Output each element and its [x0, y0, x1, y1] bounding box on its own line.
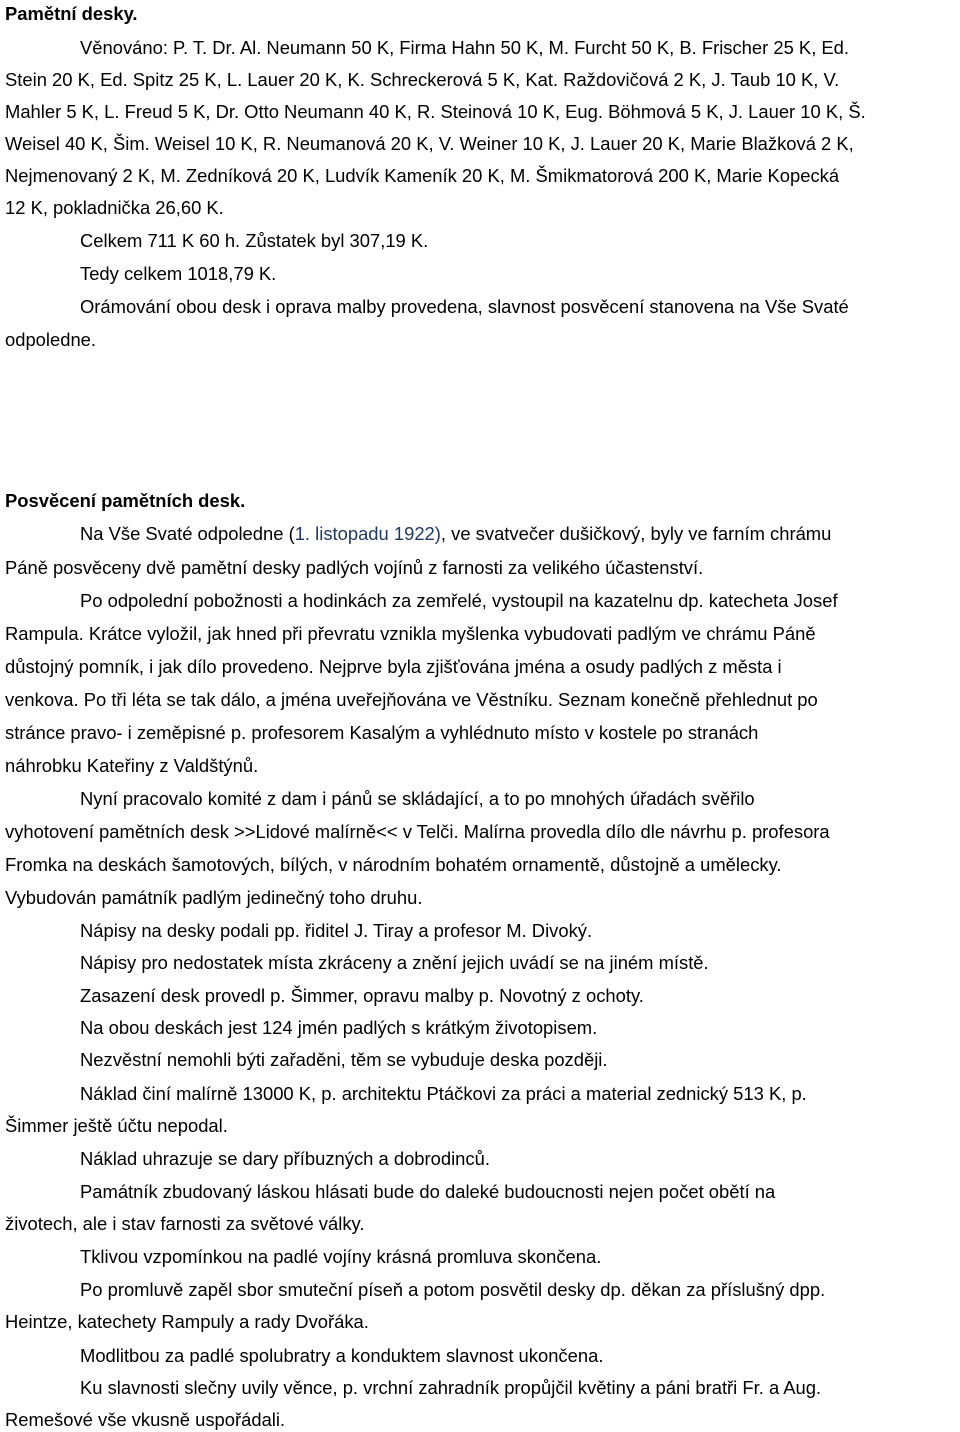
paragraph-line: Nezvěstní nemohli býti zařaděni, těm se vybuduje deska později. — [80, 1049, 608, 1070]
line-text: , ve svatvečer dušičkový, byly ve farním chrámu — [440, 523, 832, 544]
paragraph-line: vyhotovení pamětních desk >>Lidové malírně<< v Telči. Malírna provedla dílo dle návrhu p. profesora — [5, 821, 830, 842]
paragraph-line — [80, 522, 831, 546]
paragraph-line: Nápisy na desky podali pp. řiditel J. Tiray a profesor M. Divoký. — [80, 920, 593, 941]
paragraph-line: Zasazení desk provedl p. Šimmer, opravu malby p. Novotný z ochoty. — [80, 985, 644, 1006]
paragraph-line: Památník zbudovaný láskou hlásati bude do daleké budoucnosti nejen počet obětí na — [80, 1181, 776, 1202]
paragraph-line: Nápisy pro nedostatek místa zkráceny a znění jejich uvádí se na jiném místě. — [80, 952, 709, 973]
paragraph-line: Po promluvě zapěl sbor smuteční píseň a potom posvětil desky dp. děkan za příslušný dpp. — [80, 1279, 826, 1300]
paragraph-line: Stein 20 K, Ed. Spitz 25 K, L. Lauer 20 K, K. Schreckerová 5 K, Kat. Raždovičová 2 K, J. Taub 10 K, V. — [5, 69, 840, 90]
section-heading-pametni-desky: Pamětní desky. — [5, 3, 138, 24]
date-link[interactable]: 1. listopadu 1922) — [294, 523, 441, 544]
paragraph-line: venkova. Po tři léta se tak dálo, a jména uveřejňována ve Věstníku. Seznam konečně přehlednut po — [5, 689, 818, 710]
paragraph-line: Mahler 5 K, L. Freud 5 K, Dr. Otto Neumann 40 K, R. Steinová 10 K, Eug. Böhmová 5 K, J. Lauer 10 K, Š. — [5, 101, 866, 122]
paragraph-line: Na obou deskách jest 124 jmén padlých s krátkým životopisem. — [80, 1017, 598, 1038]
paragraph-line: stránce pravo- i zeměpisné p. profesorem Kasalým a vyhlédnuto místo v kostele po stranách — [5, 722, 759, 743]
paragraph-line: Heintze, katechety Rampuly a rady Dvořáka. — [5, 1311, 369, 1332]
paragraph-line: důstojný pomník, i jak dílo provedeno. Nejprve byla zjišťována jména a osudy padlých z města i — [5, 656, 782, 677]
paragraph-line: Orámování obou desk i oprava malby provedena, slavnost posvěcení stanovena na Vše Svaté — [80, 296, 849, 317]
paragraph-line: Fromka na deskách šamotových, bílých, v národním bohatém ornamentě, důstojně a umělecky. — [5, 854, 782, 875]
paragraph-line: Modlitbou za padlé spolubratry a konduktem slavnost ukončena. — [80, 1345, 604, 1366]
paragraph-line: Po odpolední pobožnosti a hodinkách za zemřelé, vystoupil na kazatelnu dp. katecheta Josef — [80, 590, 838, 611]
paragraph-line: životech, ale i stav farnosti za světové války. — [5, 1213, 365, 1234]
paragraph-line: Věnováno: P. T. Dr. Al. Neumann 50 K, Firma Hahn 50 K, M. Furcht 50 K, B. Frischer 25 K, Ed. — [80, 37, 850, 58]
paragraph-line: Weisel 40 K, Šim. Weisel 10 K, R. Neumanová 20 K, V. Weiner 10 K, J. Lauer 20 K, Marie Blažková 2 K, — [5, 133, 854, 154]
paragraph-line: Rampula. Krátce vyložil, jak hned při převratu vznikla myšlenka vybudovati padlým ve chrámu Páně — [5, 623, 816, 644]
total-line: Celkem 711 K 60 h. Zůstatek byl 307,19 K. — [80, 230, 429, 251]
paragraph-line: Tklivou vzpomínkou na padlé vojíny krásná promluva skončena. — [80, 1246, 602, 1267]
paragraph-line: odpoledne. — [5, 329, 97, 350]
paragraph-line: Vybudován památník padlým jedinečný toho druhu. — [5, 887, 423, 908]
section-heading-posveceni: Posvěcení pamětních desk. — [5, 490, 246, 511]
total-line: Tedy celkem 1018,79 K. — [80, 263, 277, 284]
paragraph-line: Náklad uhrazuje se dary příbuzných a dobrodinců. — [80, 1148, 490, 1169]
paragraph-line: Ku slavnosti slečny uvily věnce, p. vrchní zahradník propůjčil květiny a páni bratři Fr. a Aug. — [80, 1377, 822, 1398]
paragraph-line: Šimmer ještě účtu nepodal. — [5, 1115, 228, 1136]
paragraph-line: Remešové vše vkusně uspořádali. — [5, 1409, 286, 1430]
paragraph-line: 12 K, pokladnička 26,60 K. — [5, 197, 224, 218]
paragraph-line: Páně posvěceny dvě pamětní desky padlých vojínů z farnosti za velikého účastenství. — [5, 557, 704, 578]
paragraph-line: Náklad činí malírně 13000 K, p. architektu Ptáčkovi za práci a material zednický 513 K, p. — [80, 1083, 807, 1104]
line-text: Na Vše Svaté odpoledne ( — [80, 523, 295, 544]
paragraph-line: náhrobku Kateřiny z Valdštýnů. — [5, 755, 259, 776]
paragraph-line: Nyní pracovalo komité z dam i pánů se skládající, a to po mnohých úřadách svěřilo — [80, 788, 755, 809]
paragraph-line: Nejmenovaný 2 K, M. Zedníková 20 K, Ludvík Kameník 20 K, M. Šmikmatorová 200 K, Marie Kopecká — [5, 165, 840, 186]
